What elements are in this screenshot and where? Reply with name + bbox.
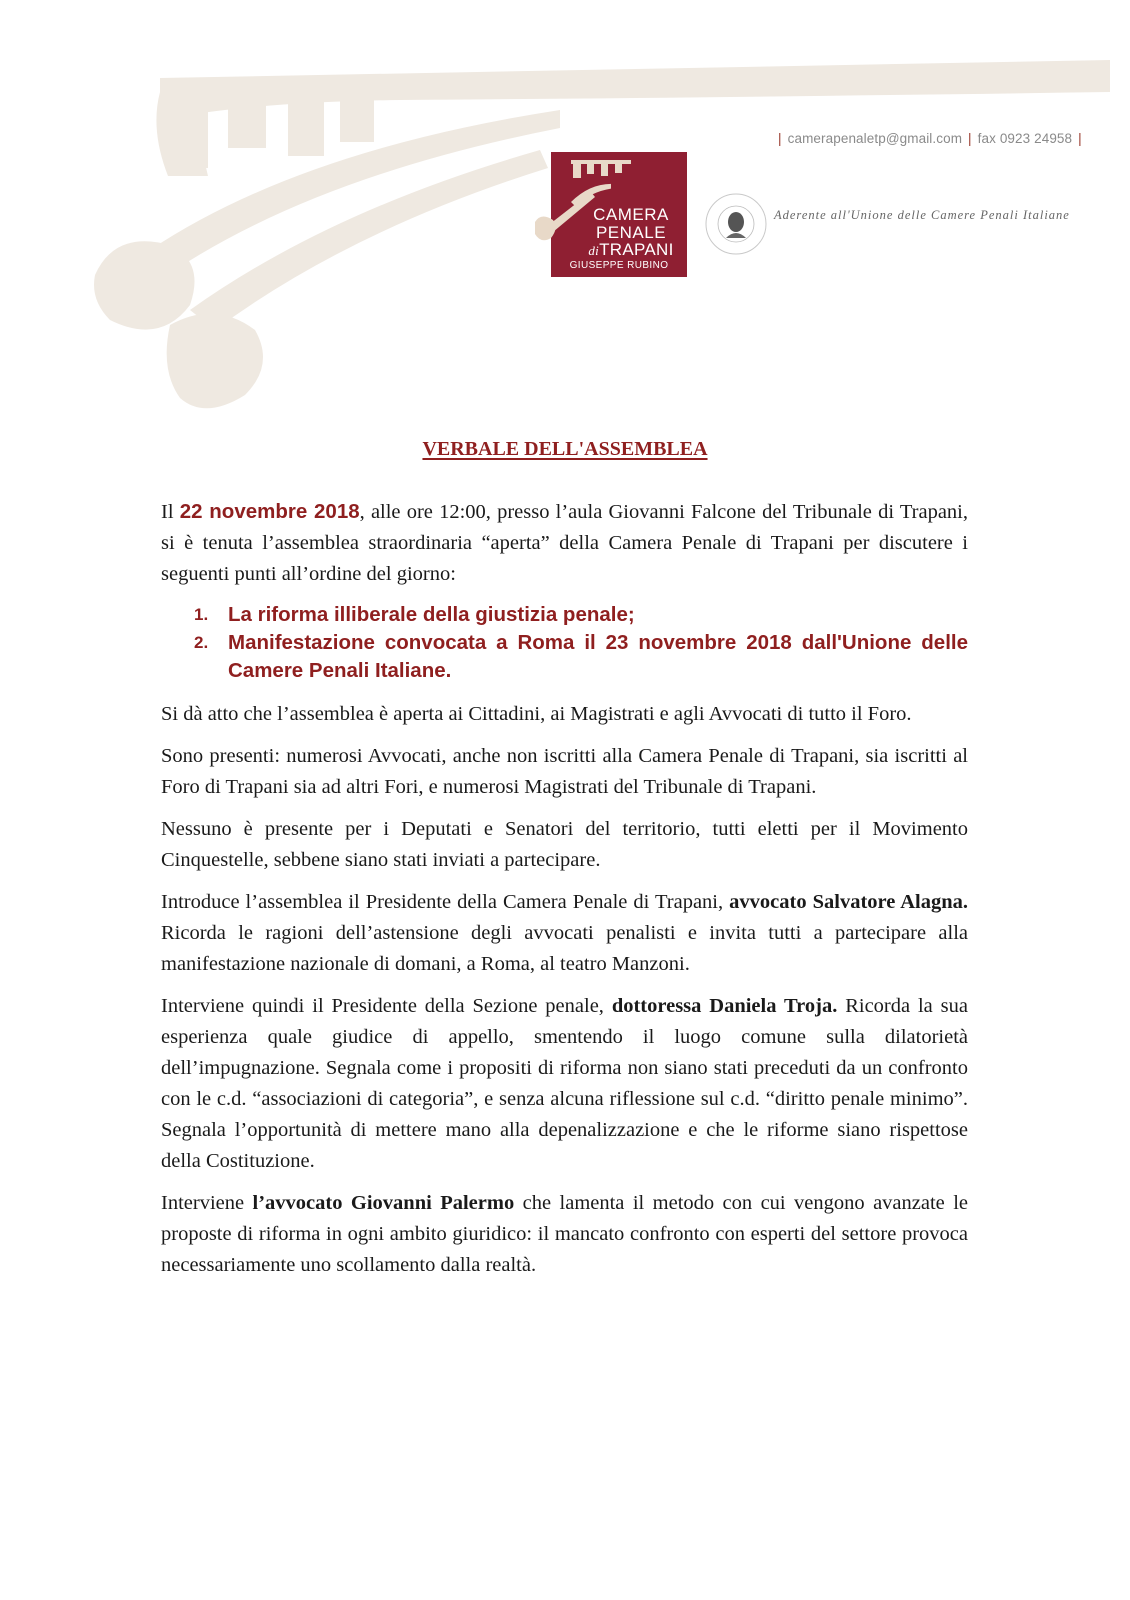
- logo-line-trapani: [551, 240, 687, 260]
- speaker-alagna: avvocato Salvatore Alagna.: [729, 891, 969, 913]
- paragraph-open-assembly: Si dà atto che l’assemblea è aperta ai Cittadini, ai Magistrati e agli Avvocati di tutto il Foro.: [161, 703, 912, 725]
- agenda-item: [161, 629, 968, 685]
- agenda-number: 1.: [194, 605, 209, 624]
- separator: |: [778, 131, 782, 146]
- separator: |: [1078, 131, 1082, 146]
- document-body: [161, 496, 968, 1292]
- intro-post: , alle ore 12:00, presso l’aula Giovanni Falcone del Tribunale di Trapani, si è tenuta l’assemblea straordinaria “aperta” della Camera Penale di Trapani per discutere i seguenti punti all’ordine del giorno:: [161, 501, 968, 585]
- logo-line-camera: CAMERA: [593, 205, 669, 224]
- paragraph-palermo: [161, 1188, 968, 1281]
- document-title: VERBALE DELL'ASSEMBLEA: [422, 438, 708, 460]
- paragraph-attendees: Sono presenti: numerosi Avvocati, anche non iscritti alla Camera Penale di Trapani, sia iscritti al Foro di Trapani sia ad altri Fori, e numerosi Magistrati del Tribunale di Trapani.: [161, 745, 968, 798]
- agenda-text: La riforma illiberale della giustizia penale;: [228, 603, 635, 626]
- contact-fax: fax 0923 24958: [977, 131, 1073, 146]
- meeting-date: 22 novembre 2018: [179, 500, 360, 523]
- p6-pre: Interviene: [161, 1192, 253, 1214]
- p4-post: Ricorda le ragioni dell’astensione degli avvocati penalisti e invita tutti a partecipare alla manifestazione nazionale di domani, a Roma, al teatro Manzoni.: [161, 922, 968, 975]
- speaker-palermo: l’avvocato Giovanni Palermo: [252, 1192, 515, 1214]
- contact-email[interactable]: camerapenaletp@gmail.com: [787, 131, 963, 146]
- agenda-list: [161, 601, 968, 685]
- p5-pre: Interviene quindi il Presidente della Sezione penale,: [161, 995, 612, 1017]
- paragraph-absent: Nessuno è presente per i Deputati e Senatori del territorio, tutti eletti per il Movimento Cinquestelle, sebbene siano stati inviati a partecipare.: [161, 818, 968, 871]
- logo-line-rubino: GIUSEPPE RUBINO: [569, 260, 669, 271]
- ucpi-seal-icon: [700, 188, 772, 260]
- contact-line: [772, 131, 1088, 146]
- p4-pre: Introduce l’assemblea il Presidente della Camera Penale di Trapani,: [161, 891, 730, 913]
- affiliation-text: Aderente all'Unione delle Camere Penali Italiane: [774, 208, 1070, 222]
- p6-post: che lamenta il metodo con cui vengono avanzate le proposte di riforma in ogni ambito giuridico: il mancato confronto con esperti del settore provoca necessariamente uno scollamento dalla realtà.: [161, 1192, 968, 1276]
- separator: |: [968, 131, 972, 146]
- p5-post: Ricorda la sua esperienza quale giudice di appello, smentendo il luogo comune sulla dilatorietà dell’impugnazione. Segnala come i propositi di riforma non siano stati preceduti da un confronto con le c.d. “associazioni di categoria”, e senza alcuna riflessione sul c.d. “diritto penale minimo”. Segnala l’opportunità di mettere mano alla depenalizzazione e che le riforme siano rispettose della Costituzione.: [161, 995, 968, 1172]
- intro-pre: Il: [161, 501, 180, 523]
- paragraph-troja: [161, 991, 968, 1177]
- logo-di: di: [588, 243, 600, 258]
- agenda-number: 2.: [194, 633, 209, 652]
- agenda-text: Manifestazione convocata a Roma il 23 novembre 2018 dall'Unione delle Camere Penali Italiane.: [228, 631, 968, 682]
- intro-paragraph: [161, 496, 968, 590]
- camera-penale-logo: [551, 152, 687, 277]
- speaker-troja: dottoressa Daniela Troja.: [611, 995, 838, 1017]
- paragraph-president: [161, 887, 968, 980]
- agenda-item: [161, 601, 968, 629]
- logo-trapani: TRAPANI: [599, 240, 674, 259]
- logo-line-penale: PENALE: [595, 223, 667, 242]
